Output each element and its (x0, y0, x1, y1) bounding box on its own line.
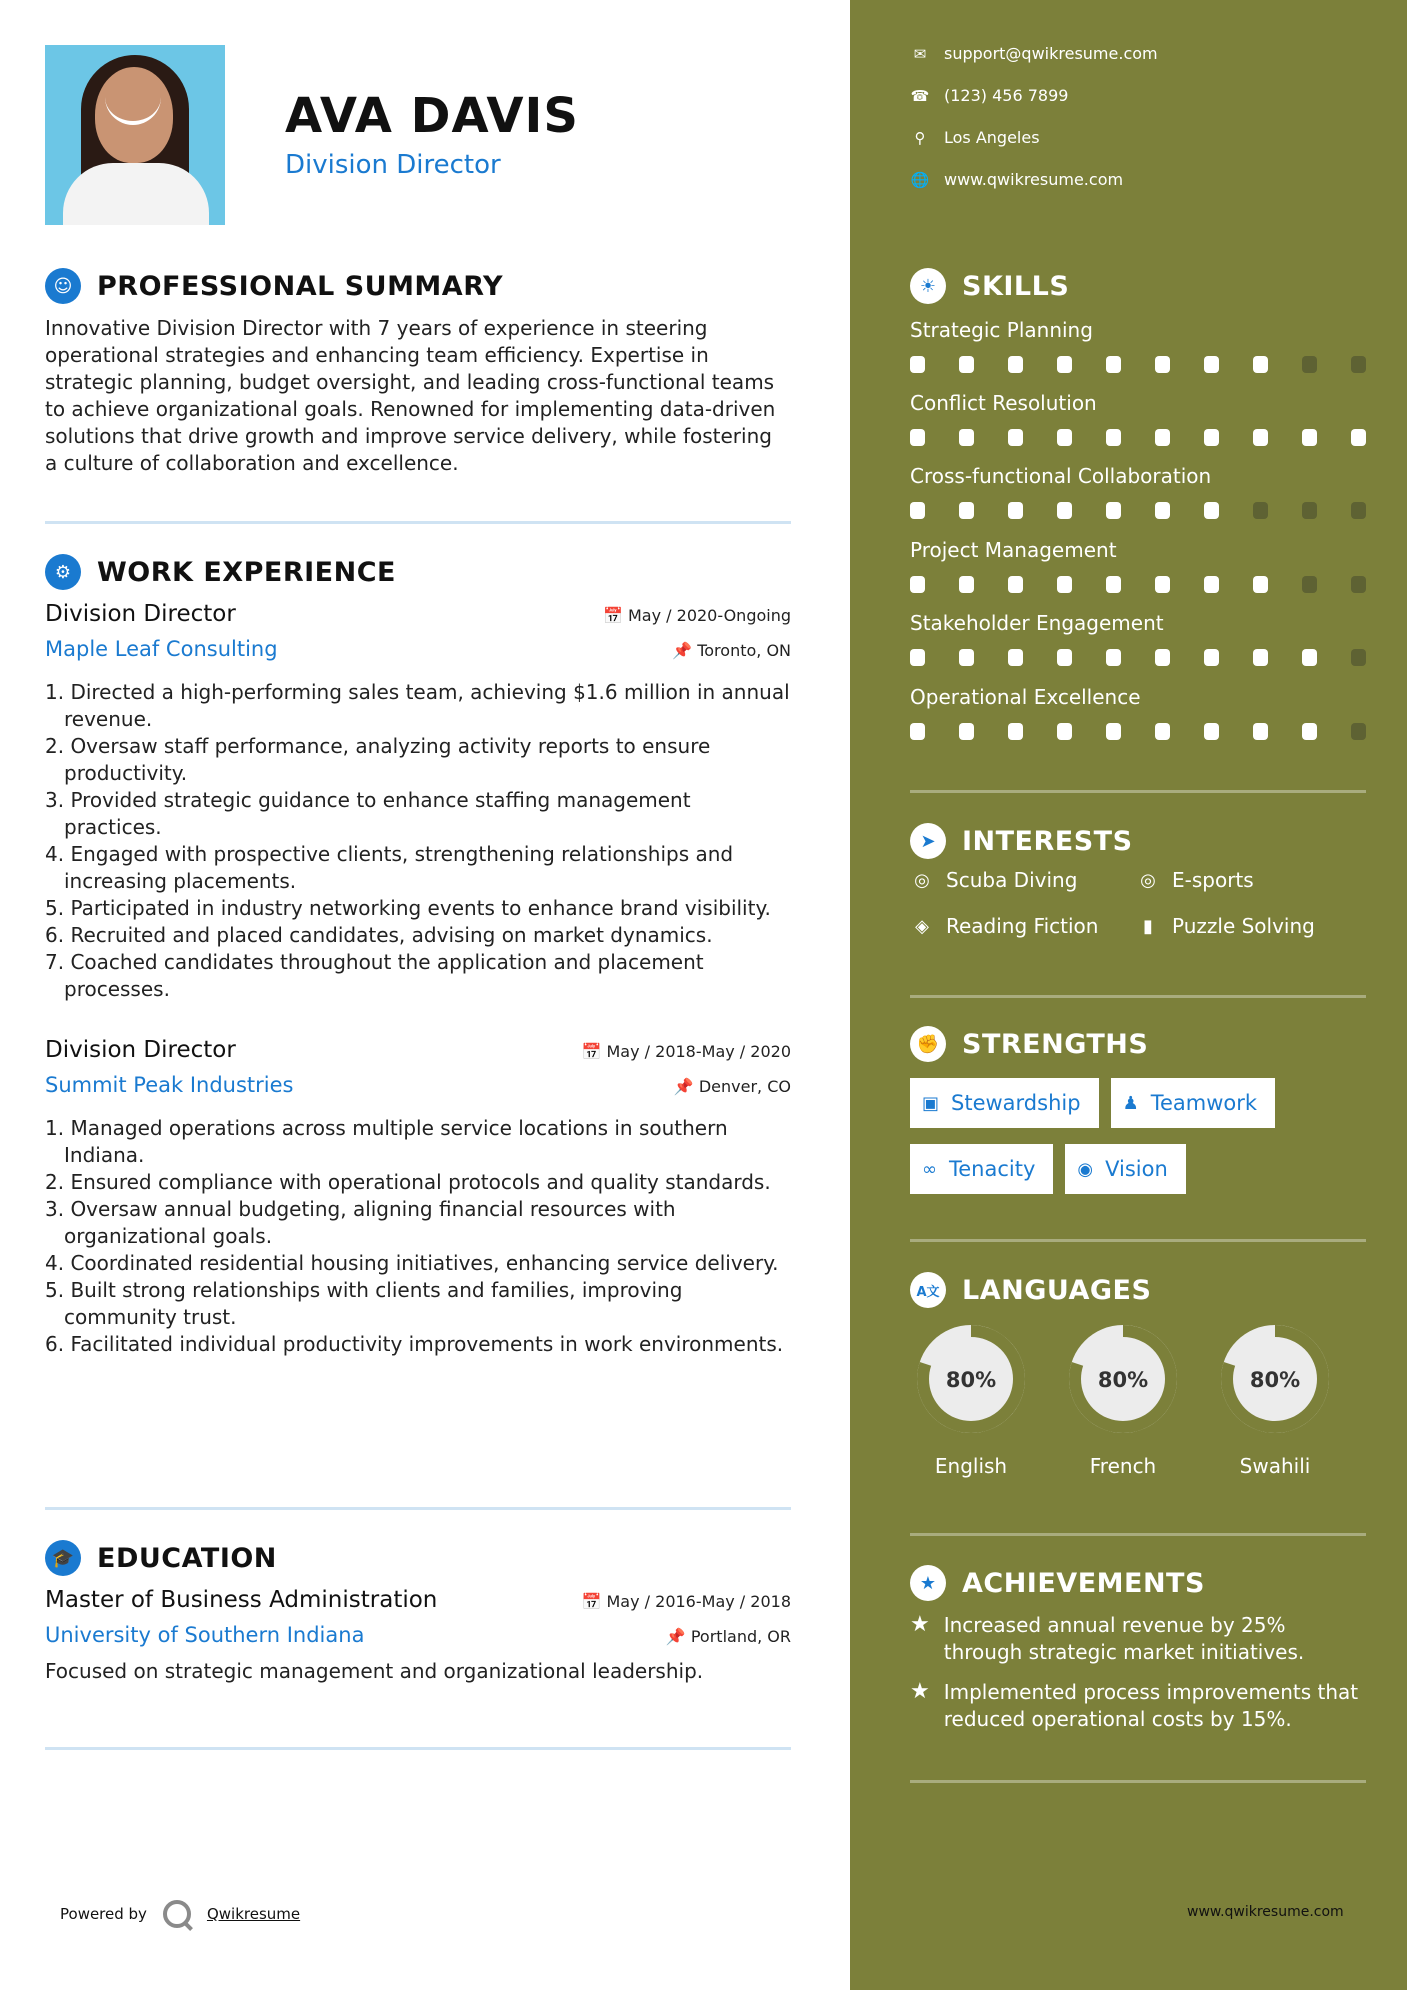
contact-phone: ☎ (123) 456 7899 (910, 86, 1069, 105)
skill-item (910, 685, 1366, 740)
contact-email[interactable]: ✉ support@qwikresume.com (910, 44, 1158, 63)
contact-website[interactable]: 🌐 www.qwikresume.com (910, 170, 1124, 189)
language-gauge (910, 1318, 1032, 1440)
rating-dot (1106, 502, 1121, 519)
star-icon: ★ (910, 1679, 930, 1704)
divider (45, 1747, 791, 1750)
rating-dot (1204, 723, 1219, 740)
divider (910, 1780, 1366, 1783)
education-heading-label: EDUCATION (97, 1542, 277, 1574)
gauge-label: 80% (945, 1368, 997, 1392)
skills-heading-label: SKILLS (962, 270, 1070, 302)
link-icon: ∞ (922, 1158, 937, 1180)
powered-by-label: Powered by (60, 1905, 147, 1923)
rating-dot (910, 576, 925, 593)
skill-item (910, 611, 1366, 666)
rating-dot (1008, 576, 1023, 593)
footer-website[interactable]: www.qwikresume.com (1187, 1904, 1344, 1920)
list-item: 7. Coached candidates throughout the application and placement processes. (45, 950, 704, 1001)
list-item: 2. Ensured compliance with operational protocols and quality standards. (45, 1170, 771, 1194)
language-name: Swahili (1239, 1454, 1311, 1478)
skill-rating (910, 429, 1366, 446)
achievements-heading-label: ACHIEVEMENTS (962, 1567, 1205, 1599)
paper-plane-icon: ➤ (910, 823, 946, 859)
lifebuoy-icon: ◎ (1140, 869, 1156, 891)
strength-tag: ♟ Teamwork (1111, 1078, 1275, 1128)
interest-item: ▮ Puzzle Solving (1136, 914, 1366, 938)
job-entry (45, 601, 791, 1003)
rating-dot (1253, 723, 1268, 740)
gauge-label: 80% (1249, 1368, 1301, 1392)
calendar-icon: 📅 (581, 1592, 607, 1611)
language-name: French (1089, 1454, 1157, 1478)
list-item: 5. Built strong relationships with clients and families, improving community trust. (45, 1278, 683, 1329)
degree: Master of Business Administration (45, 1587, 438, 1613)
qwikresume-logo-icon (163, 1900, 191, 1928)
languages-heading-label: LANGUAGES (962, 1274, 1152, 1306)
language-item (1062, 1318, 1184, 1478)
skill-name: Strategic Planning (910, 318, 1093, 342)
rating-dot (910, 502, 925, 519)
divider (910, 1533, 1366, 1536)
rating-dot (1204, 649, 1219, 666)
language-item (910, 1318, 1032, 1478)
list-item: 6. Facilitated individual productivity improvements in work environments. (45, 1332, 784, 1356)
interests-heading (910, 823, 1133, 859)
summary-heading-label: PROFESSIONAL SUMMARY (97, 270, 504, 302)
pin-icon: 📌 (673, 1077, 699, 1096)
skill-item (910, 538, 1366, 593)
education-dates: 📅 May / 2016-May / 2018 (581, 1592, 791, 1611)
rating-dot (1302, 356, 1317, 373)
language-item (1214, 1318, 1336, 1478)
rating-dot (1302, 429, 1317, 446)
rating-dot (1253, 502, 1268, 519)
education-entry (45, 1587, 791, 1683)
rating-dot (910, 723, 925, 740)
rating-dot (959, 723, 974, 740)
rating-dot (959, 576, 974, 593)
divider (910, 790, 1366, 793)
rating-dot (1253, 576, 1268, 593)
sidebar (850, 0, 1407, 1990)
rating-dot (1351, 429, 1366, 446)
skill-item (910, 318, 1366, 373)
strength-tag: ◉ Vision (1065, 1144, 1185, 1194)
rating-dot (910, 356, 925, 373)
language-gauge (1214, 1318, 1336, 1440)
list-item: 4. Engaged with prospective clients, strengthening relationships and increasing placements. (45, 842, 734, 893)
rating-dot (1155, 723, 1170, 740)
language-icon: A文 (910, 1272, 946, 1308)
rating-dot (1155, 576, 1170, 593)
pin-icon: 📌 (665, 1627, 691, 1646)
rating-dot (1302, 576, 1317, 593)
book-icon: ▮ (1143, 915, 1153, 937)
language-gauge (1062, 1318, 1184, 1440)
list-item: 5. Participated in industry networking events to enhance brand visibility. (45, 896, 771, 920)
users-icon: ♟ (1122, 1092, 1139, 1114)
rating-dot (1155, 356, 1170, 373)
achievement-item: ★ Increased annual revenue by 25% through strategic market initiatives. (910, 1612, 1305, 1664)
skill-name: Cross-functional Collaboration (910, 464, 1212, 488)
globe-icon: 🌐 (910, 170, 930, 189)
pin-icon: 📌 (672, 641, 698, 660)
rating-dot (959, 356, 974, 373)
rating-dot (1057, 502, 1072, 519)
strength-tag: ∞ Tenacity (910, 1144, 1053, 1194)
contact-location: ⚲ Los Angeles (910, 128, 1040, 147)
list-item: 4. Coordinated residential housing initiatives, enhancing service delivery. (45, 1251, 779, 1275)
list-item: 6. Recruited and placed candidates, advising on market dynamics. (45, 923, 713, 947)
star-icon: ★ (910, 1612, 930, 1637)
candidate-title: Division Director (285, 150, 501, 180)
education-description: Focused on strategic management and organizational leadership. (45, 1659, 704, 1683)
rating-dot (1008, 429, 1023, 446)
rating-dot (910, 429, 925, 446)
list-item: 3. Oversaw annual budgeting, aligning financial resources with organizational goals. (45, 1197, 676, 1248)
skill-item (910, 464, 1366, 519)
skill-item (910, 391, 1366, 446)
binoculars-icon: ◉ (1077, 1158, 1094, 1180)
skills-heading (910, 268, 1069, 304)
summary-text: Innovative Division Director with 7 years of experience in steering operational strategies and enhancing team efficiency. Expertise in strategic planning, budget oversight, and leading cross-functional teams to achieve organizational goals. Renowned for implementing data-driven solutions that drive growth and improve service delivery, while fostering a culture of collaboration and excellence. (45, 316, 776, 475)
language-name: English (934, 1454, 1008, 1478)
calendar-icon: 📅 (581, 1042, 607, 1061)
job-bullets (45, 1115, 791, 1358)
rating-dot (1155, 649, 1170, 666)
list-item: 2. Oversaw staff performance, analyzing activity reports to ensure productivity. (45, 734, 711, 785)
phone-icon: ☎ (910, 86, 930, 105)
list-item: 1. Managed operations across multiple service locations in southern Indiana. (45, 1116, 728, 1167)
rating-dot (1008, 356, 1023, 373)
job-bullets (45, 679, 791, 1003)
rating-dot (910, 649, 925, 666)
skill-name: Project Management (910, 538, 1117, 562)
rating-dot (1057, 723, 1072, 740)
job-title: Division Director (45, 601, 236, 627)
list-item: 1. Directed a high-performing sales team, achieving $1.6 million in annual revenue. (45, 680, 790, 731)
school: University of Southern Indiana (45, 1623, 365, 1647)
languages-heading (910, 1272, 1151, 1308)
languages-list (910, 1318, 1336, 1478)
rating-dot (1302, 502, 1317, 519)
profile-photo (45, 45, 225, 225)
graduation-cap-icon: 🎓 (45, 1540, 81, 1576)
job-company: Maple Leaf Consulting (45, 637, 278, 661)
gamepad-icon: ◈ (915, 915, 929, 937)
skill-rating (910, 356, 1366, 373)
star-badge-icon: ★ (910, 1565, 946, 1601)
strengths-heading-label: STRENGTHS (962, 1028, 1149, 1060)
briefcase-icon: ⚙ (45, 554, 81, 590)
rating-dot (1106, 723, 1121, 740)
lightbulb-icon: ☀ (910, 268, 946, 304)
rating-dot (1253, 649, 1268, 666)
powered-by (60, 1900, 300, 1928)
rating-dot (1204, 576, 1219, 593)
rating-dot (1302, 723, 1317, 740)
rating-dot (1302, 649, 1317, 666)
experience-heading-label: WORK EXPERIENCE (97, 556, 396, 588)
divider (910, 995, 1366, 998)
rating-dot (1351, 356, 1366, 373)
briefcase-icon: ▣ (922, 1092, 940, 1114)
envelope-icon: ✉ (913, 44, 927, 63)
rating-dot (959, 502, 974, 519)
rating-dot (1155, 429, 1170, 446)
rating-dot (1057, 356, 1072, 373)
divider (45, 521, 791, 524)
interest-item: ◎ E-sports (1136, 868, 1366, 892)
user-icon: ☺ (45, 268, 81, 304)
rating-dot (1106, 356, 1121, 373)
strength-tag: ▣ Stewardship (910, 1078, 1099, 1128)
rating-dot (1351, 576, 1366, 593)
divider (45, 1507, 791, 1510)
job-location: 📌 Denver, CO (673, 1077, 791, 1096)
job-dates: 📅 May / 2018-May / 2020 (581, 1042, 791, 1061)
experience-heading (45, 554, 396, 590)
skill-rating (910, 723, 1366, 740)
rating-dot (1008, 649, 1023, 666)
interests-list (910, 868, 1366, 938)
interests-heading-label: INTERESTS (962, 825, 1133, 857)
rating-dot (1106, 429, 1121, 446)
rating-dot (1351, 723, 1366, 740)
job-company: Summit Peak Industries (45, 1073, 294, 1097)
rating-dot (1106, 576, 1121, 593)
rating-dot (1253, 356, 1268, 373)
rating-dot (1057, 649, 1072, 666)
job-title: Division Director (45, 1037, 236, 1063)
rating-dot (959, 649, 974, 666)
skill-name: Stakeholder Engagement (910, 611, 1164, 635)
rating-dot (1351, 502, 1366, 519)
rating-dot (1008, 723, 1023, 740)
job-dates: 📅 May / 2020-Ongoing (602, 606, 791, 625)
divider (910, 1239, 1366, 1242)
rating-dot (1057, 429, 1072, 446)
rating-dot (959, 429, 974, 446)
education-heading (45, 1540, 277, 1576)
rating-dot (1057, 576, 1072, 593)
skill-name: Conflict Resolution (910, 391, 1097, 415)
skill-rating (910, 649, 1366, 666)
achievements-heading (910, 1565, 1205, 1601)
rating-dot (1204, 356, 1219, 373)
interest-item: ◎ Scuba Diving (910, 868, 1136, 892)
education-location: 📌 Portland, OR (665, 1627, 791, 1646)
lifebuoy-icon: ◎ (914, 869, 930, 891)
rating-dot (1253, 429, 1268, 446)
skill-rating (910, 576, 1366, 593)
qwikresume-link[interactable]: Qwikresume (206, 1905, 301, 1923)
rating-dot (1204, 502, 1219, 519)
achievement-item: ★ Implemented process improvements that reduced operational costs by 15%. (910, 1679, 1359, 1731)
strengths-list (910, 1078, 1366, 1194)
map-marker-icon: ⚲ (914, 128, 926, 147)
fist-icon: ✊ (910, 1026, 946, 1062)
rating-dot (1008, 502, 1023, 519)
summary-heading (45, 268, 503, 304)
strengths-heading (910, 1026, 1148, 1062)
gauge-label: 80% (1097, 1368, 1149, 1392)
interest-item: ◈ Reading Fiction (910, 914, 1136, 938)
candidate-name: AVA DAVIS (285, 88, 579, 144)
list-item: 3. Provided strategic guidance to enhance staffing management practices. (45, 788, 691, 839)
rating-dot (1351, 649, 1366, 666)
job-entry (45, 1037, 791, 1358)
rating-dot (1155, 502, 1170, 519)
rating-dot (1204, 429, 1219, 446)
skill-rating (910, 502, 1366, 519)
rating-dot (1106, 649, 1121, 666)
skill-name: Operational Excellence (910, 685, 1141, 709)
calendar-icon: 📅 (602, 606, 628, 625)
job-location: 📌 Toronto, ON (672, 641, 791, 660)
